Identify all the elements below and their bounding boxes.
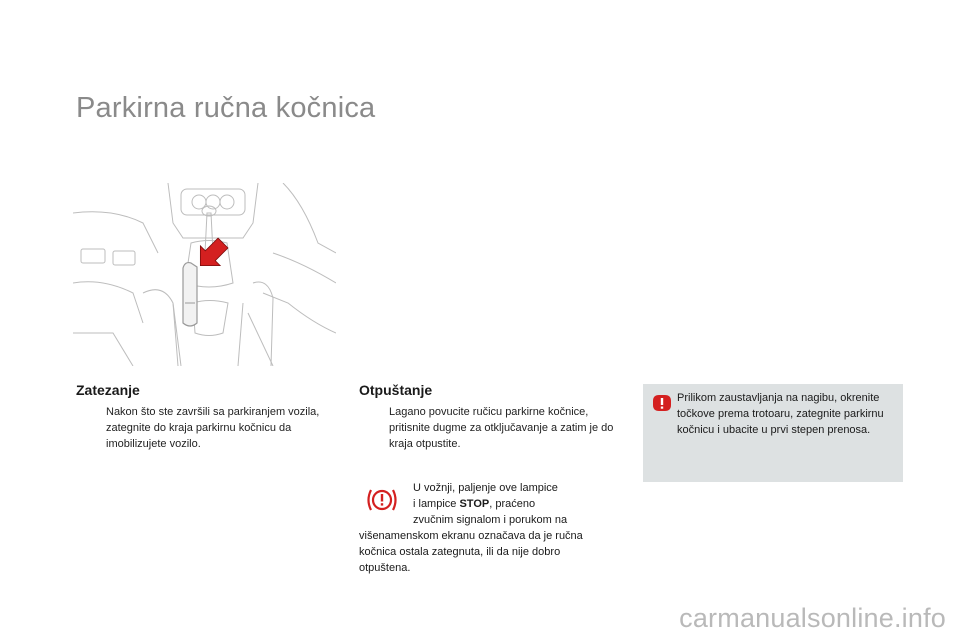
release-instruction: Lagano povucite ručicu parkirne kočnice, pritisnite dugme za otključavanje a zatim je do kraja otpustite.: [389, 406, 614, 450]
tightening-bullet: [82, 404, 337, 452]
page-title: Parkirna ručna kočnica: [76, 92, 376, 124]
tightening-instruction: Nakon što ste završili sa parkiranjem vozila, zategnite do kraja parkirnu kočnicu da imobilizujete vozilo.: [106, 406, 320, 450]
watermark: carmanualsonline.info: [679, 603, 946, 633]
slope-warning-box: [643, 384, 903, 482]
brake-note-line-4: višenamenskom ekranu označava da je ručna: [359, 530, 583, 542]
handbrake-illustration: [73, 183, 336, 366]
brake-note-line-2: [413, 496, 535, 512]
warning-exclamation-icon: [653, 395, 671, 411]
section-heading-release: Otpuštanje: [359, 382, 433, 398]
release-bullet: [365, 404, 623, 452]
brake-note-line-1: U vožnji, paljenje ove lampice: [413, 482, 558, 494]
brake-lamp-note: [359, 480, 621, 580]
stop-label: STOP: [459, 498, 490, 510]
brake-note-line-2-start: i lampice: [413, 498, 460, 510]
brake-note-line-5: kočnica ostala zategnuta, ili da nije dobro: [359, 546, 561, 558]
slope-warning-text: Prilikom zaustavljanja na nagibu, okrenite točkove prema trotoaru, zategnite parkirnu kočnicu i ubacite u prvi stepen prenosa.: [677, 392, 884, 436]
brake-note-line-3: zvučnim signalom i porukom na: [413, 514, 568, 526]
brake-note-line-2-end: , praćeno: [489, 498, 536, 510]
brake-note-line-6: otpuštena.: [359, 562, 411, 574]
section-heading-tightening: Zatezanje: [76, 382, 140, 398]
brake-warning-lamp-icon: [365, 486, 399, 514]
